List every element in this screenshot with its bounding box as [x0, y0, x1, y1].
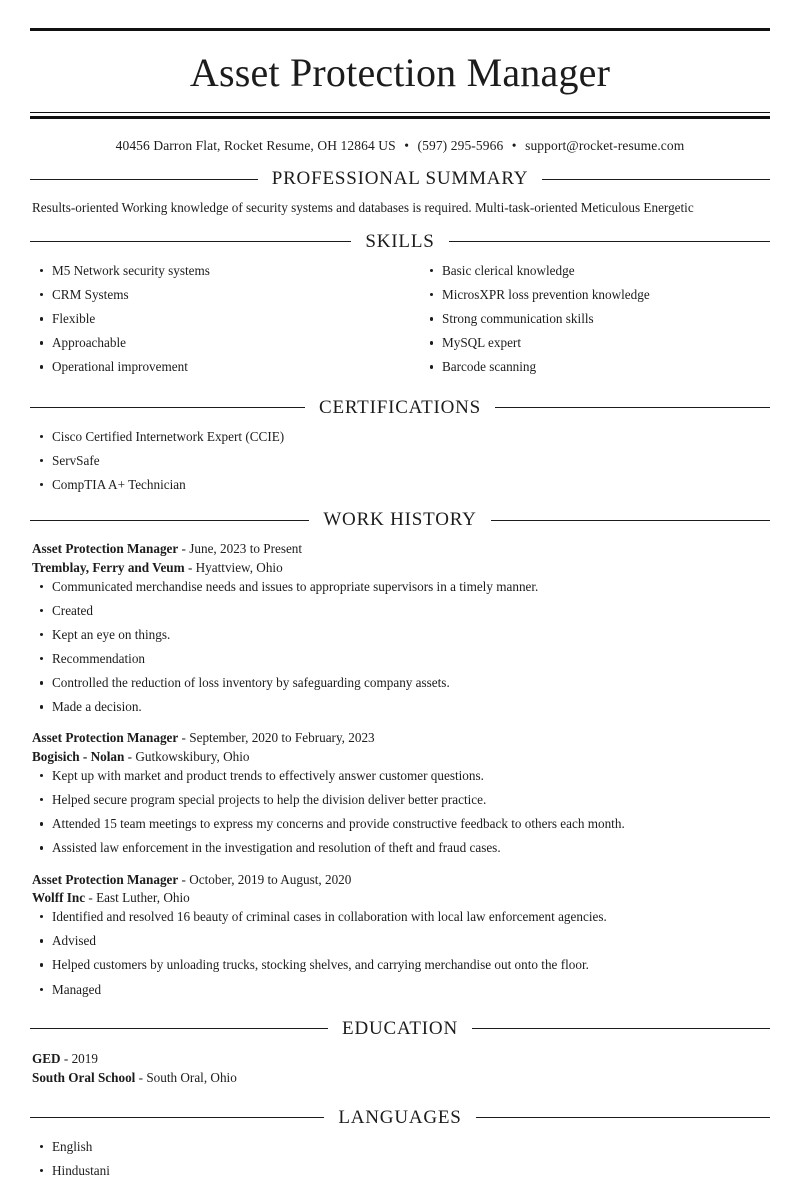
heading-rule-right — [495, 407, 770, 408]
job-dates: October, 2019 to August, 2020 — [189, 871, 352, 887]
company-name: Wolff Inc — [32, 890, 86, 906]
section-work-history — [30, 509, 770, 998]
skills-list-right — [420, 262, 770, 376]
work-entry — [30, 871, 770, 998]
heading-rule-right — [476, 1117, 770, 1118]
list-item: ServSafe — [30, 452, 770, 469]
summary-text: Results-oriented Working knowledge of security systems and databases is required. Multi-task-oriented Meticulous Energetic — [32, 200, 694, 215]
list-item: Strong communication skills — [420, 310, 770, 327]
section-education — [30, 1018, 770, 1087]
job-title: Asset Protection Manager — [32, 541, 179, 557]
skills-columns — [30, 262, 770, 383]
languages-list — [30, 1138, 770, 1179]
job-title: Asset Protection Manager — [32, 871, 179, 887]
education-school-line — [32, 1068, 770, 1087]
work-entry-company-line — [32, 748, 770, 767]
section-heading — [30, 509, 770, 531]
list-item: Advised — [30, 932, 770, 949]
header-bottom-rule-thin — [30, 112, 770, 113]
section-title-work-history: WORK HISTORY — [323, 509, 477, 531]
heading-rule-left — [30, 241, 351, 242]
list-item: Managed — [30, 981, 770, 998]
work-entry-role-line — [32, 871, 770, 890]
resume-page — [0, 28, 800, 1179]
work-entry-role-line — [32, 540, 770, 559]
list-item: CompTIA A+ Technician — [30, 476, 770, 493]
list-item: Identified and resolved 16 beauty of criminal cases in collaboration with local law enforcement agencies. — [30, 908, 770, 925]
dash: - — [181, 730, 186, 746]
list-item: Recommendation — [30, 650, 770, 667]
skills-list-left — [30, 262, 400, 376]
contact-phone: (597) 295-5966 — [417, 138, 504, 153]
list-item: Basic clerical knowledge — [420, 262, 770, 279]
list-item: Hindustani — [30, 1162, 770, 1179]
certifications-list — [30, 428, 770, 493]
list-item: MySQL expert — [420, 334, 770, 351]
dash: - — [63, 1050, 69, 1066]
list-item: Helped customers by unloading trucks, stocking shelves, and carrying merchandise out onto the floor. — [30, 956, 770, 973]
work-entry-bullets — [30, 767, 770, 857]
list-item: Flexible — [30, 310, 400, 327]
list-item: M5 Network security systems — [30, 262, 400, 279]
heading-rule-left — [30, 179, 258, 180]
header-top-rule — [30, 28, 770, 31]
job-location: East Luther, Ohio — [96, 890, 190, 906]
page-title: Asset Protection Manager — [189, 50, 611, 95]
section-heading — [30, 168, 770, 190]
heading-rule-right — [449, 241, 770, 242]
section-title-skills: SKILLS — [365, 230, 435, 252]
section-title-certifications: CERTIFICATIONS — [318, 396, 482, 418]
dash: - — [127, 749, 133, 765]
work-entry — [30, 729, 770, 856]
contact-info — [30, 138, 770, 154]
contact-email: support@rocket-resume.com — [525, 138, 685, 153]
list-item: Created — [30, 602, 770, 619]
list-item: MicrosXPR loss prevention knowledge — [420, 286, 770, 303]
list-item: Controlled the reduction of loss inventory by safeguarding company assets. — [30, 674, 770, 691]
job-dates: September, 2020 to February, 2023 — [189, 730, 375, 746]
education-degree-line — [32, 1049, 770, 1068]
header-bottom-rule-thick — [30, 116, 770, 119]
job-dates: June, 2023 to Present — [189, 541, 303, 557]
section-heading — [30, 397, 770, 419]
section-professional-summary — [30, 168, 770, 217]
section-certifications — [30, 397, 770, 493]
section-languages — [30, 1107, 770, 1179]
list-item: Kept up with market and product trends to effectively answer customer questions. — [30, 767, 770, 784]
heading-rule-right — [472, 1028, 770, 1029]
degree-year: 2019 — [71, 1050, 98, 1066]
heading-rule-right — [542, 179, 770, 180]
dash: - — [187, 559, 193, 575]
work-entry-company-line — [32, 559, 770, 578]
list-item: Approachable — [30, 334, 400, 351]
school-name: South Oral School — [32, 1069, 136, 1085]
list-item: CRM Systems — [30, 286, 400, 303]
work-entry — [30, 540, 770, 715]
heading-rule-left — [30, 407, 305, 408]
dash: - — [88, 890, 93, 906]
list-item: English — [30, 1138, 770, 1155]
heading-rule-left — [30, 1117, 324, 1118]
job-location: Gutkowskibury, Ohio — [135, 749, 250, 765]
list-item: Attended 15 team meetings to express my concerns and provide constructive feedback to others each month. — [30, 815, 770, 832]
work-entry-role-line — [32, 729, 770, 748]
list-item: Helped secure program special projects to help the division deliver better practice. — [30, 791, 770, 808]
list-item: Operational improvement — [30, 358, 400, 375]
section-heading — [30, 231, 770, 253]
section-skills — [30, 231, 770, 383]
school-location: South Oral, Ohio — [146, 1069, 237, 1085]
job-location: Hyattview, Ohio — [195, 559, 283, 575]
heading-rule-left — [30, 520, 309, 521]
list-item: Kept an eye on things. — [30, 626, 770, 643]
company-name: Bogisich - Nolan — [32, 749, 125, 765]
contact-separator-1: • — [404, 138, 410, 153]
section-title-languages: LANGUAGES — [338, 1106, 462, 1128]
work-entry-bullets — [30, 908, 770, 998]
list-item: Assisted law enforcement in the investigation and resolution of theft and fraud cases. — [30, 839, 770, 856]
section-title-summary: PROFESSIONAL SUMMARY — [271, 168, 529, 189]
section-heading — [30, 1107, 770, 1129]
list-item: Barcode scanning — [420, 358, 770, 375]
skills-column-right — [400, 262, 770, 383]
heading-rule-right — [491, 520, 770, 521]
list-item: Communicated merchandise needs and issues to appropriate supervisors in a timely manner. — [30, 578, 770, 595]
contact-address: 40456 Darron Flat, Rocket Resume, OH 12864 US — [115, 138, 396, 153]
contact-separator-2: • — [511, 138, 517, 153]
heading-rule-left — [30, 1028, 328, 1029]
work-entry-company-line — [32, 889, 770, 908]
dash: - — [138, 1069, 144, 1085]
skills-column-left — [30, 262, 400, 383]
list-item: Cisco Certified Internetwork Expert (CCIE) — [30, 428, 770, 445]
dash: - — [181, 541, 186, 557]
company-name: Tremblay, Ferry and Veum — [32, 559, 185, 575]
work-entry-bullets — [30, 578, 770, 716]
list-item: Made a decision. — [30, 698, 770, 715]
degree-name: GED — [32, 1050, 61, 1066]
section-heading — [30, 1018, 770, 1040]
job-title: Asset Protection Manager — [32, 730, 179, 746]
section-title-education: EDUCATION — [342, 1017, 458, 1039]
dash: - — [181, 871, 186, 887]
